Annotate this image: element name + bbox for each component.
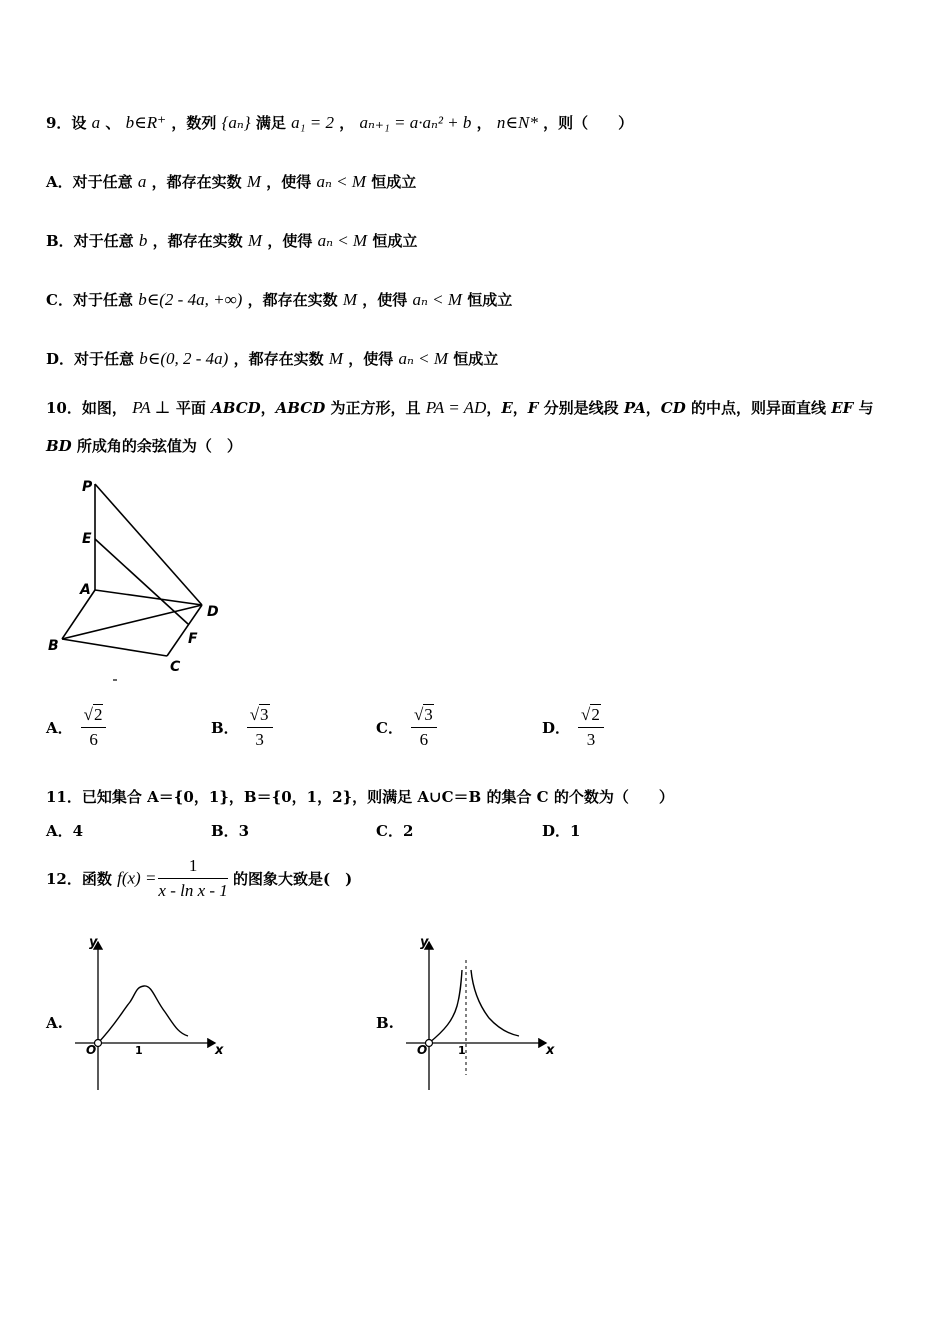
q12-graph-a[interactable] bbox=[70, 930, 230, 1095]
option-m: M bbox=[246, 172, 262, 191]
q12-fx: f(x) = bbox=[117, 868, 157, 888]
option-var: b∈(2 - 4a, +∞) bbox=[138, 290, 243, 309]
q12-stem bbox=[46, 856, 352, 901]
label-origin: O bbox=[417, 1043, 428, 1057]
q10-comma: ， bbox=[512, 399, 528, 417]
q10-text: 的中点，则异面直线 bbox=[690, 399, 826, 417]
q9-comma2: ， bbox=[476, 114, 492, 132]
q10-text: 与 bbox=[858, 399, 874, 417]
label-d: D bbox=[207, 604, 219, 620]
q10-option-d[interactable] bbox=[542, 705, 604, 750]
q9-initial: a₁ = 2 bbox=[291, 113, 334, 132]
q9-number: 9．设 bbox=[46, 114, 87, 132]
q9-option-c[interactable] bbox=[46, 289, 512, 310]
label-c: C bbox=[170, 659, 181, 675]
option-label: C．对于任意 bbox=[46, 291, 133, 309]
label-e: E bbox=[82, 531, 92, 547]
option-label: C． bbox=[376, 719, 403, 737]
q10-pa: PA bbox=[623, 399, 646, 417]
option-end: 恒成立 bbox=[372, 232, 418, 250]
q10-comma: ， bbox=[260, 399, 276, 417]
label-origin: O bbox=[86, 1043, 97, 1057]
option-label: A． bbox=[46, 719, 73, 737]
label-y: y bbox=[420, 935, 429, 950]
q9-var-a: a bbox=[91, 113, 101, 132]
q11-option-d[interactable]: D．1 bbox=[542, 822, 581, 840]
curve-right bbox=[471, 970, 519, 1036]
label-a: A bbox=[80, 582, 91, 598]
q12-option-a-label[interactable]: A. bbox=[46, 1014, 63, 1032]
option-text: ，都存在实数 bbox=[247, 291, 338, 309]
option-text: ，都存在实数 bbox=[151, 173, 242, 191]
denominator: 6 bbox=[419, 730, 429, 749]
option-ineq: aₙ < M bbox=[317, 231, 368, 250]
radicand: 2 bbox=[93, 705, 103, 724]
q12-graph-b[interactable] bbox=[401, 930, 561, 1095]
q10-number: 10．如图， bbox=[46, 399, 127, 417]
q10-text: 所成角的余弦值为（ ） bbox=[76, 437, 242, 455]
q10-stem-line2 bbox=[46, 435, 242, 456]
option-var: a bbox=[137, 172, 147, 191]
q10-f: F bbox=[527, 399, 539, 417]
option-end: 恒成立 bbox=[467, 291, 513, 309]
fraction: $\frac{√2}{3}$ bbox=[578, 705, 604, 750]
q9-text-seq: ，数列 bbox=[171, 114, 217, 132]
label-f: F bbox=[188, 631, 198, 647]
option-end: 恒成立 bbox=[371, 173, 417, 191]
q10-text: 平面 bbox=[175, 399, 206, 417]
option-text: ，都存在实数 bbox=[152, 232, 243, 250]
q9-b-in-r: b∈R⁺ bbox=[125, 113, 167, 132]
label-tick-1: 1 bbox=[135, 1044, 143, 1057]
q10-stem-line1 bbox=[46, 397, 874, 418]
option-text: ，都存在实数 bbox=[233, 350, 324, 368]
q9-sequence: {aₙ} bbox=[221, 113, 251, 132]
option-text: ，使得 bbox=[267, 232, 313, 250]
q10-option-a[interactable] bbox=[46, 705, 106, 750]
option-m: M bbox=[247, 231, 263, 250]
option-end: 恒成立 bbox=[453, 350, 499, 368]
fraction: $\frac{√3}{6}$ bbox=[411, 705, 437, 750]
q10-option-b[interactable] bbox=[211, 705, 273, 750]
q10-comma: ， bbox=[486, 399, 502, 417]
q10-cd: CD bbox=[660, 399, 686, 417]
option-text: ，使得 bbox=[266, 173, 312, 191]
q10-ef: EF bbox=[831, 399, 854, 417]
q10-pa-perp: PA ⊥ bbox=[132, 398, 171, 417]
q10-option-c[interactable] bbox=[376, 705, 437, 750]
option-ineq: aₙ < M bbox=[398, 349, 448, 368]
denominator: 6 bbox=[89, 730, 98, 749]
curve bbox=[98, 986, 188, 1043]
label-y: y bbox=[89, 935, 98, 950]
q9-stem bbox=[46, 112, 633, 133]
q11-option-b[interactable]: B．3 bbox=[211, 822, 250, 840]
label-tick-1: 1 bbox=[458, 1044, 466, 1057]
q10-bd: BD bbox=[46, 437, 72, 455]
option-label: B． bbox=[211, 719, 239, 737]
option-label: D． bbox=[542, 719, 571, 737]
option-label: B．对于任意 bbox=[46, 232, 134, 250]
option-text: ，使得 bbox=[348, 350, 394, 368]
radicand: 2 bbox=[591, 705, 600, 724]
q9-option-a[interactable] bbox=[46, 171, 416, 192]
option-text: ，使得 bbox=[362, 291, 408, 309]
radicand: 3 bbox=[424, 705, 433, 724]
q10-text: 为正方形，且 bbox=[330, 399, 421, 417]
q10-comma: ， bbox=[645, 399, 661, 417]
fraction: $\frac{√2}{6}$ bbox=[81, 705, 107, 750]
denominator: 3 bbox=[255, 730, 264, 749]
option-ineq: aₙ < M bbox=[316, 172, 367, 191]
label-x: x bbox=[215, 1043, 224, 1058]
label-x: x bbox=[546, 1043, 555, 1058]
option-ineq: aₙ < M bbox=[412, 290, 463, 309]
denominator: 3 bbox=[586, 730, 596, 749]
curve-left bbox=[429, 970, 462, 1043]
q10-e: E bbox=[501, 399, 513, 417]
fraction: $\frac{√3}{3}$ bbox=[247, 705, 273, 750]
label-b: B bbox=[48, 638, 59, 654]
q11-stem: 11．已知集合 A＝{0，1}，B＝{0，1，2}，则满足 A∪C＝B 的集合 C 的个数为（ ） bbox=[46, 788, 674, 806]
option-var: b∈(0, 2 - 4a) bbox=[139, 349, 229, 368]
q11-option-c[interactable]: C．2 bbox=[376, 822, 414, 840]
label-p: P bbox=[82, 479, 93, 495]
q10-pyramid-figure bbox=[40, 472, 240, 687]
q9-recurrence: aₙ₊₁ = a·aₙ² + b bbox=[359, 113, 472, 132]
denominator: x - ln x - 1 bbox=[158, 881, 228, 900]
q9-option-b[interactable] bbox=[46, 230, 417, 251]
q12-number: 12．函数 bbox=[46, 870, 112, 888]
option-var: b bbox=[138, 231, 148, 250]
numerator: 1 bbox=[158, 856, 227, 879]
q9-text-satisfy: 满足 bbox=[255, 114, 286, 132]
q10-text: 分别是线段 bbox=[543, 399, 619, 417]
q12-fraction bbox=[158, 856, 227, 901]
option-m: M bbox=[328, 349, 343, 368]
q9-comma: ， bbox=[339, 114, 355, 132]
radicand: 3 bbox=[260, 705, 269, 724]
option-label: A．对于任意 bbox=[46, 173, 133, 191]
q9-n-domain: n∈N* bbox=[496, 113, 538, 132]
q10-abcd: ABCD bbox=[211, 399, 261, 417]
q11-option-a[interactable]: A．4 bbox=[46, 822, 84, 840]
q9-tail: ，则（ ） bbox=[543, 114, 634, 132]
option-m: M bbox=[342, 290, 358, 309]
option-label: D．对于任意 bbox=[46, 350, 135, 368]
q9-sep: 、 bbox=[105, 114, 121, 132]
q10-abcd: ABCD bbox=[275, 399, 326, 417]
q9-option-d[interactable] bbox=[46, 348, 498, 369]
q12-tail: 的图象大致是( ) bbox=[233, 870, 353, 888]
q12-option-b-label[interactable]: B. bbox=[376, 1014, 394, 1032]
q10-pa-ad: PA = AD bbox=[425, 398, 487, 417]
